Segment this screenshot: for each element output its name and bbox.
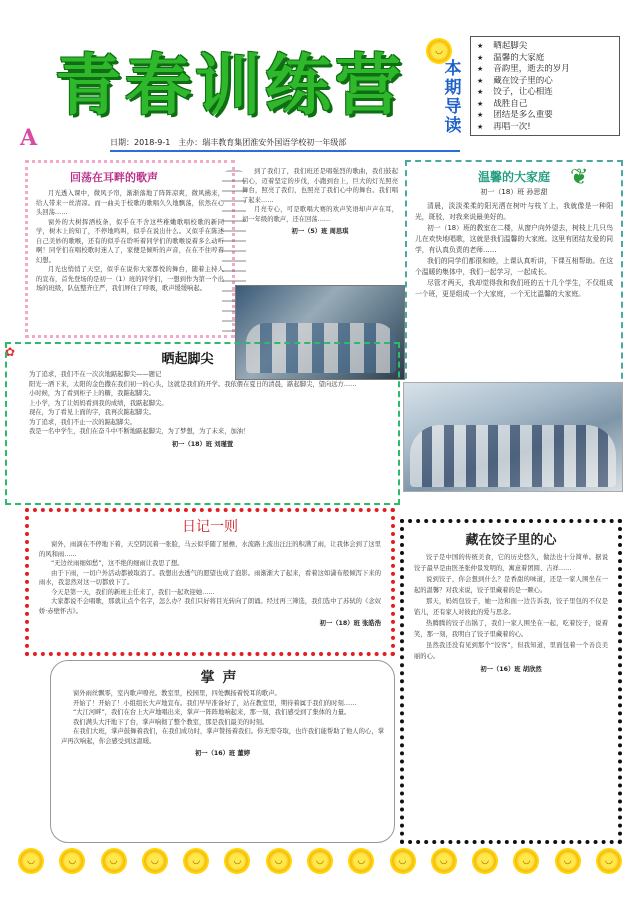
star-icon: ★ <box>477 111 484 119</box>
sun-icon: ◡ <box>144 850 166 872</box>
masthead-title: 青春训练营 <box>55 46 405 124</box>
dateline: 日期：2018-9-1 主办：瑞丰教育集团淮安外国语学校初一年级部 <box>110 137 460 152</box>
signature: 初一（5）班 周思琪 <box>291 228 349 235</box>
toc-item[interactable]: ★ 晒起脚尖 <box>477 41 528 51</box>
paragraph: 月光也悄悄了天空，似乎在说你大家都悦的舞台，随着主持人的宣布，首先登场的是初一（1）班的同学们，一想到作为第一个出场的班级，队伍整齐庄严，我们屏住了呼吸，歌声缓缓响起。 <box>36 266 224 292</box>
sun-icon: ◡ <box>557 850 579 872</box>
paragraph: 为了追求，我们不在一次次地踮起脚尖——题记 <box>29 371 162 378</box>
toc-item[interactable]: ★ 饺子，让心相连 <box>477 87 553 97</box>
signature: 初一（16）班 董婷 <box>194 750 251 757</box>
sun-icon: ◡ <box>61 850 83 872</box>
sun-icon: ◡ <box>185 850 207 872</box>
paragraph: 上小学，为了让妈妈看到我的成绩，我踮起脚尖。 <box>29 399 168 407</box>
leaf-icon: ❦ <box>570 165 589 190</box>
paragraph: 到了我们了，我们班还是唱强烈的歌曲，我们鼓起信心，迈着坚定的步伐，小跑到台上，巨大的灯光照亮舞台，照亮了我们，也照亮了我们心中的舞台。我们唱了起来…… <box>242 168 398 204</box>
paragraph: 我们满头大汗地下了台，掌声响彻了整个教室，那是我们最美的时刻。 <box>73 718 269 726</box>
table-of-contents <box>470 36 620 136</box>
paragraph: 我是一名中学生，我们在奋斗中不断地踮起脚尖，为了梦想，为了未来，加油！ <box>29 428 250 435</box>
article-title: 回荡在耳畔的歌声 <box>70 171 158 184</box>
star-icon: ★ <box>477 76 484 85</box>
toc-item[interactable]: ★ 团结是多么重要 <box>477 110 553 120</box>
signature: 初一（18）班 张皓浩 <box>319 620 381 627</box>
paragraph: 那天，妈妈包饺子，她一边和面一边告诉我，饺子里包的不仅是馅儿，还有家人对彼此的爱与思念。 <box>414 598 608 616</box>
sun-icon: ◡ <box>226 850 248 872</box>
paragraph: 今天是第一天，我们的新班主任来了，我们一起欢迎她…… <box>51 588 215 596</box>
star-icon: ★ <box>477 65 484 73</box>
toc-item[interactable]: ★ 再唱一次! <box>477 121 531 132</box>
sun-icon: ◡ <box>20 850 42 872</box>
paragraph: 在我们大班，掌声鼓舞着我们，在我们成功时，掌声赞扬着我们。你无需夺取，也许我们能帮助了他人的心，掌声再次响起，你会感受到这温暖。 <box>61 728 384 745</box>
paragraph: 为了追求，我们不止一次的踮起脚尖。 <box>29 418 137 426</box>
paragraph: 窗外，雨滴在不停地下着，天空阴沉着一张脸，马云似乎随了屋檐，水流路上流出汪汪的积满了雨，让我体会到了这里的风和雨…… <box>39 541 381 558</box>
paragraph: “无边丝雨细如愁”，这不绝的细雨让我思了想。 <box>51 560 184 567</box>
paragraph: 大家都说不会唱歌，那就让点个名字，怎么办？我们只好将目光转向了朗诵。经过再三筛选，我们选中了苏轼的《念奴娇·赤壁怀古》。 <box>39 598 381 615</box>
paragraph: 清晨，淡淡柔柔的阳光洒在树叶与枝丫上，我就像是一种阳光，斑驳，对我来说最美好的。 <box>415 202 613 221</box>
star-icon: ★ <box>477 53 484 62</box>
article-song-continued <box>240 165 400 280</box>
paragraph: 窗外雨丝飘零，室内歌声嘹亮。教室里，校园里，四处飘扬着悦耳的歌声。 <box>73 690 281 697</box>
flower-icon: ✿ <box>5 345 16 359</box>
star-icon: ★ <box>477 122 484 131</box>
article-title: 日记一则 <box>182 519 238 535</box>
paragraph: 由于下雨，一切户外活动都被取消了。我想出去透气的愿望也成了泡影。雨渐渐大了起来，看着这如潇布般倾泻下来的雨水，我忽然对这一切都放下了。 <box>39 569 381 586</box>
star-icon: ★ <box>477 42 484 50</box>
paragraph: 我们的同学们都很和睦，上课认真听讲，下课互相帮助。在这个温暖的集体中，我们一起学习，一起成长。 <box>415 257 613 276</box>
paragraph: 月光透入课中，微风予帘，渐渐落地了阵阵凉爽，微风拂来，给人带来一丝清凉。而一曲关于校歌的歌唱久久地飘荡，依然在心头回荡…… <box>36 190 224 216</box>
article-applause <box>50 660 395 843</box>
article-title: 掌声 <box>200 670 245 686</box>
sun-icon: ◡ <box>515 850 537 872</box>
article-title: 藏在饺子里的心 <box>465 533 557 548</box>
sun-icon: ◡ <box>392 850 414 872</box>
paragraph: 现在，为了看见上面的字，我再次踮起脚尖。 <box>29 409 155 416</box>
paragraph: 月亮专心，可是歌唱大赛的欢声笑语却声声在耳，初一年级的歌声，还在回荡…… <box>242 206 398 223</box>
article-title: 晒起脚尖 <box>161 352 214 367</box>
sun-icon: ◡ <box>598 850 620 872</box>
sun-icon: ◡ <box>428 40 450 62</box>
toc-item[interactable]: ★ 战胜自己 <box>477 98 528 109</box>
sun-icon: ◡ <box>474 850 496 872</box>
footer-decoration <box>20 850 620 880</box>
issue-label: 本期导读 <box>444 59 462 136</box>
signature: 初一（16）班 胡欣然 <box>480 666 542 673</box>
article-dumplings <box>400 519 622 844</box>
paragraph: 尽管才两天，我却觉得我和我们班的五十几个学生，不仅组成一个班，更是组成一个大家庭，一个无比温馨的大家庭。 <box>415 279 613 298</box>
paragraph: 阳光一洒下来，太阳的金色撒在我们初一的心头，这就是我们的开学。我依偎在夏日的清晨，踮起脚尖，望向远方…… <box>29 380 357 388</box>
photo-classroom <box>403 382 623 492</box>
paragraph: “大江河畔”，我们在台上大声地唱出来，掌声一阵阵地响起来，那一刻，我们感受到了集体的力量。 <box>73 709 351 716</box>
article-title: 温馨的大家庭 <box>477 170 550 184</box>
paragraph: 开始了！开始了！小组组长大声地宣布。我们早早准备好了，站在教室里，期待着属于我们的时刻…… <box>73 699 357 707</box>
sun-icon: ◡ <box>433 850 455 872</box>
toc-item[interactable]: ★ 音韵里，逝去的岁月 <box>477 64 570 74</box>
signature: 初一（18）班 刘瑾萱 <box>171 440 234 448</box>
sun-icon: ◡ <box>103 850 125 872</box>
toc-item[interactable]: ★ 藏在饺子里的心 <box>477 75 553 86</box>
star-icon: ★ <box>477 99 484 108</box>
star-icon: ★ <box>477 88 484 96</box>
article-diary <box>25 508 395 656</box>
article-song <box>25 160 235 338</box>
decorative-letter: A <box>20 125 38 151</box>
article-tiptoe <box>5 342 400 505</box>
toc-item[interactable]: ★ 温馨的大家庭 <box>477 52 545 63</box>
paragraph: 虽然我还没有见到那个“饺客”，但我知道，里面包着一个善良美丽的心。 <box>414 642 608 660</box>
sun-icon: ◡ <box>350 850 372 872</box>
sun-icon: ◡ <box>309 850 331 872</box>
author: 初一（18）班 孙思甜 <box>480 188 548 196</box>
paragraph: 饺子是中国的传统美食，它的历史悠久，做法也十分简单。据说饺子最早是由医圣张仲景发明的，寓意着团圆、吉祥…… <box>414 554 608 572</box>
paragraph: 说到饺子，你会想到什么？是香甜的味道，还是一家人围坐在一起的温馨？对我来说，饺子里藏着的是一颗心。 <box>414 576 608 594</box>
paragraph: 窗外的大树挥洒枝条，似乎在不舍这些稚嫩歌唱校歌的新同学，树木上的知了，不停地鸣叫，似乎在说出什么。又似乎在陈述自己美妙的歌喉，还有的似乎在聆听着同学们的歌喉说着多么动听啊！同学们在唱校歌时迷人了，家便是倾听的声音，在在不住哼着幻想。 <box>36 218 224 264</box>
sun-icon: ◡ <box>268 850 290 872</box>
paragraph: 热腾腾的饺子出锅了，我们一家人围坐在一起，吃着饺子，说着笑，那一刻，我明白了饺子里藏着的心。 <box>414 620 608 638</box>
paragraph: 小时候，为了看到柜子上的糖，我踮起脚尖。 <box>29 390 155 397</box>
paragraph: 初一（18）班的教室在二楼，从窗户向外望去，树枝上几只鸟儿在欢快地唱歌，这就是我们温馨的大家庭。这里有团结友爱的同学，有认真负责的老师…… <box>415 224 613 254</box>
